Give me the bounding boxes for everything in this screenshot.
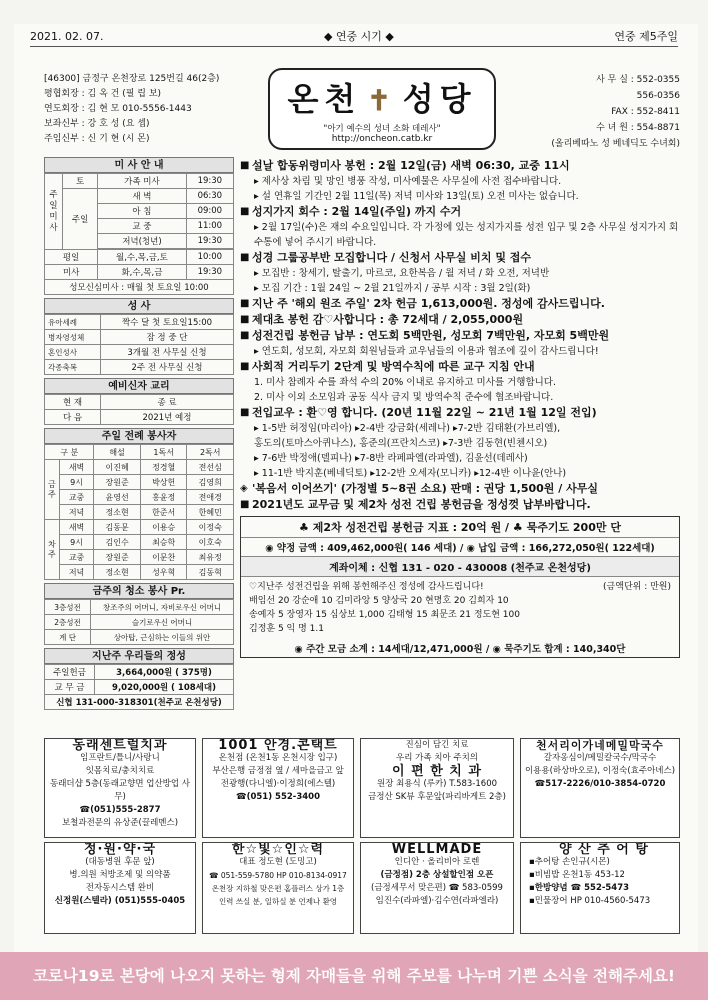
ad-section <box>44 738 680 936</box>
parish-info <box>44 72 234 147</box>
contact-info <box>510 72 680 152</box>
fund-account: 계좌이체 : 신협 131 - 020 - 430008 (천주교 온천성당) <box>241 557 679 577</box>
patron-motto: "아기 예수의 성녀 소화 데레사" <box>323 124 441 134</box>
mass-section-title: 미 사 안 내 <box>44 157 234 173</box>
masthead <box>268 68 496 150</box>
catechumen-table: 현 재 종 료 다 음 2021년 예정 <box>44 394 234 425</box>
notice-item: ◈ '복음서 이어쓰기' (가정별 5~8권 소요) 판매 : 권당 1,500원 / 사무실 <box>240 482 598 495</box>
fund-totals: ◉ 주간 모금 소계 : 14세대/12,471,000원 / ◉ 묵주기도 합계 : 140,340단 <box>294 644 626 655</box>
parish-info-line: 주임신부 : 신 기 현 (시 몬) <box>44 134 150 144</box>
ad-pharmacy: 정·원·약·국 (대동병원 후문 앞) 병.의원 처방조제 및 의약품 전자동시스템 완비 신정원(스텔라) (051)555-0405 <box>44 842 196 934</box>
notice-sub: ▸ 모집반 : 창세기, 탈출기, 마르코, 요한복음 / 월 저녁 / 화 오전, 저녁반 <box>254 268 550 279</box>
notice-item: ■ 전입교우 : 환♡영 합니다. (20년 11월 22일 ~ 21년 1월 12일 전입) <box>240 406 597 419</box>
contact-row: 556-0356 <box>636 91 680 101</box>
left-column <box>44 157 234 710</box>
notice-sub: ▸ 제사상 차림 및 망인 병풍 작성, 미사예물은 사무실에 사전 접수바랍니다. <box>254 176 562 187</box>
offering-section-title: 지난주 우리들의 정성 <box>44 648 234 664</box>
liturgical-week: 연중 제5주일 <box>614 30 678 43</box>
contact-row: (올리베따노 성 베네딕도 수녀회) <box>551 139 680 149</box>
header-bar <box>30 28 678 44</box>
donor-line: 배임선 20 강순애 10 김미라앙 5 양상국 20 현명호 20 김희자 10 <box>249 596 509 606</box>
notice-sub: ▸ 연도회, 성모회, 자모회 회원님들과 교우님들의 이용과 협조에 깊이 감사드립니다! <box>254 346 599 357</box>
notice-sub: ▸ 모집 기간 : 1월 24일 ~ 2월 21일까지 / 공부 시작 : 3월 2일(화) <box>254 283 531 294</box>
ad-noodle-restaurant: 천서리이가네메밀막국수 갈자옹심이/메밀칼국수/막국수 이용용(하상바오로), 이정숙(효주아녜스) ☎517-2226/010-3854-0720 <box>520 738 680 838</box>
parish-info-line: 연도회장 : 김 현 모 010-5556-1443 <box>44 104 192 114</box>
notice-item: ■ 설날 합동위령미사 봉헌 : 2월 12일(금) 새벽 06:30, 교중 11시 <box>240 159 570 172</box>
notice-sub: ▸ 설 연휴일 기간인 2월 11일(목) 저녁 미사와 13일(토) 오전 미사는 없습니다. <box>254 191 579 202</box>
notice-item: ■ 사회적 거리두기 2단계 및 방역수칙에 따른 교구 지침 안내 <box>240 360 535 373</box>
ad-clothing: WELLMADE 인디안 · 올리비아 로렌 (금정점) 2층 상설할인점 오픈 (금정세무서 맞은편) ☎ 583-0599 임진수(라파엘)·김수연(라파엘라) <box>360 842 514 934</box>
parish-info-line: 보좌신부 : 강 호 성 (요 셉) <box>44 119 150 129</box>
notice-sub: 2. 미사 이외 소모임과 공동 식사 금지 및 방역수칙 준수에 협조바랍니다. <box>254 392 554 403</box>
footer-banner: 코로나19로 본당에 나오지 못하는 형제 자매들을 위해 주보를 나누며 기쁜 소식을 전해주세요! <box>0 952 708 1000</box>
donor-line: 송예자 5 장영자 15 심상보 1,000 김태형 15 최문조 21 정도현 100 <box>249 610 520 620</box>
offering-account: 신협 131-000-318301(천주교 온천성당) <box>45 695 234 710</box>
donor-line: 김정훈 5 익 명 1.1 <box>249 624 324 634</box>
sacrament-section-title: 성 사 <box>44 298 234 314</box>
cross-icon: ✝ <box>367 84 397 117</box>
notice-sub: 1. 미사 참례자 수를 좌석 수의 20% 이내로 유지하고 미사를 거행합니다. <box>254 377 556 388</box>
ad-staffing: 한☆빛☆인☆력 대표 정도현 (도밍고) ☎ 051-559-5780 HP 010-8134-0917 온천장 지하철 맞은편 홈플러스 상가 1층 인력 쓰실 분, 일하실 분 언제나 환영 <box>202 842 354 934</box>
mass-schedule-table: 주일미사 토 가족 미사 19:30 주일 새 벽 06:30 아 침 09:00 교 중 11:00 저녁(청년) 19:30 평일 월,수,목,금,토 10:00 미사 화,수,목,금 19:30 성모신심미사 : 매월 첫 토요일 10:00 <box>44 173 234 295</box>
ad-dentist: 진심이 담긴 치료 우리 가족 치아 주치의 이 편 한 치 과 원장 최용식 (루카) T.583-1600 금정산 SK뷰 후문앞(파리바게트 2층) <box>360 738 514 838</box>
sunday-mass-label: 주일미사 <box>45 174 63 250</box>
cleaning-section-title: 금주의 청소 봉사 Pr. <box>44 583 234 599</box>
church-name-left: 온천 <box>287 80 362 118</box>
ad-optician: 1001 안경.콘택트 온천점 (온천1동 온천시장 입구) 부산은행 금정점 옆 / 세마을금고 앞 전광행(다니엘)·이정희(에스텔) ☎(051) 552-3400 <box>202 738 354 838</box>
liturgical-season: ◆ 연중 시기 ◆ <box>323 30 394 43</box>
notice-sub: ▸ 1-5반 허정임(마리아) ▸2-4반 강금화(세레나) ▸7-2반 김태환(가브리엘), <box>254 423 561 434</box>
issue-date: 2021. 02. 07. <box>30 29 104 43</box>
church-name <box>270 74 494 120</box>
donor-list: ♡지난주 성전건립을 위해 봉헌해주신 정성에 감사드립니다! (금액단위 : 만원) 배임선 20 강순애 10 김미라앙 5 양상국 20 현명호 20 김희자 10 송예자 5 장영자 15 심상보 1,000 김태형 15 최문조 21 정도현 100 김정훈 5 익 명 1.1 <box>249 582 671 634</box>
ad-loach-soup: 양 산 추 어 탕 ▪추어탕 손인규(시몬) ▪비빔밥 온천1동 453-12 ▪한방양념 ☎ 552-5473 ▪민물장어 HP 010-4560-5473 <box>520 842 680 934</box>
marian-mass-note: 성모신심미사 : 매월 첫 토요일 10:00 <box>45 280 234 295</box>
notice-sub: ▸ 7-6반 박정애(델피나) ▸7-8반 라페파엘(라파엘), 김윤선(데레사) <box>254 453 528 464</box>
contact-row: 사 무 실 : 552-0355 <box>596 75 680 85</box>
notice-item: ■ 지난 주 '해외 원조 주일' 2차 헌금 1,613,000원. 정성에 감사드립니다. <box>240 297 605 310</box>
header-rule <box>30 46 678 47</box>
notice-item: ■ 성경 그룹공부반 모집합니다 / 신청서 사무실 비치 및 접수 <box>240 251 532 264</box>
parish-info-line: [46300] 금정구 온천장로 125번길 46(2층) <box>44 74 220 84</box>
catechumen-section-title: 예비신자 교리 <box>44 378 234 394</box>
notice-item: ■ 제대초 봉헌 감♡사합니다 : 총 72세대 / 2,055,000원 <box>240 313 524 326</box>
servers-section-title: 주일 전례 봉사자 <box>44 428 234 444</box>
servers-table: 구 분 해설 1독서 2독서 금주 새벽 이진혜 정경혈 전선심 9시 장원준 박상헌 김영희 교중 윤영선 홍윤정 전애경 저녁 정소현 한준서 한혜민 차주 새벽 김동문 이용승 이정숙 9시 김인수 최승학 이호숙 교중 장원준 이문찬 최유정 저녁 정소현 성우혁 김동혁 <box>44 444 234 580</box>
season-label: 연중 시기 <box>335 30 382 43</box>
parish-info-line: 평협회장 : 김 옥 건 (필 립 보) <box>44 89 162 99</box>
ad-dental-clinic: 동래센트럴치과 임프란트/틀니/사랑니 잇몸치료/충치치료 동래더샵 5층(동래교향면 업산방업 사무) ☎(051)555-2877 보철과전문의 유상준(끌레멘스) <box>44 738 196 838</box>
contact-row: FAX : 552-8411 <box>611 107 680 117</box>
notice-sub: 홍도의(토마스아퀴나스), 홍준의(프란치스코) ▸7-3반 김동현(빈첸시오) <box>254 438 548 449</box>
notice-item: ■ 2021년도 교무금 및 제2차 성전 건립 봉헌금을 정성껏 납부바랍니다. <box>240 498 591 511</box>
cleaning-table: 3층성전 창조주의 어머니, 자비로우신 어머니 2층성전 슬기로우신 어머니 계 단 상아탑, 근심하는 이들의 위안 <box>44 599 234 645</box>
notice-sub: ▸ 11-1반 박지훈(베네딕토) ▸12-2반 오세자(모니카) ▸12-4반 이나윤(안나) <box>254 468 567 479</box>
sacrament-table: 유아세례 짝수 달 첫 토요일15:00 병자영성체 잠 정 중 단 혼인성사 3개월 전 사무실 신청 각종축복 2주 전 사무실 신청 <box>44 314 234 375</box>
contact-row: 수 녀 원 : 554-8871 <box>596 123 680 133</box>
notice-item: ■ 성지가지 회수 : 2월 14일(주일) 까지 수거 <box>240 205 462 218</box>
church-name-right: 성당 <box>402 80 477 118</box>
fund-sums: ◉ 약정 금액 : 409,462,000원( 146 세대) / ◉ 납입 금액 : 166,272,050원( 122세대) <box>241 538 679 557</box>
website-link[interactable]: http://oncheon.catb.kr <box>331 134 433 144</box>
notices-column <box>240 158 680 661</box>
building-fund-box <box>240 516 680 658</box>
notice-sub: ▸ 2월 17일(수)은 재의 수요일입니다. 각 가정에 있는 성지가지를 성전 입구 및 2층 사무실 성지가지 회수통에 넣어 주시기 바랍니다. <box>254 222 679 248</box>
notice-item: ■ 성전건립 봉헌금 납부 : 연도회 5백만원, 성모회 7백만원, 자모회 5백만원 <box>240 329 610 342</box>
fund-goal: ♣ 제2차 성전건립 봉헌금 지표 : 20억 원 / ♣ 묵주기도 200만 단 <box>241 517 679 538</box>
offering-table: 주일헌금 3,664,000원 ( 375명) 교 무 금 9,020,000원 ( 108세대) 신협 131-000-318301(천주교 온천성당) <box>44 664 234 710</box>
